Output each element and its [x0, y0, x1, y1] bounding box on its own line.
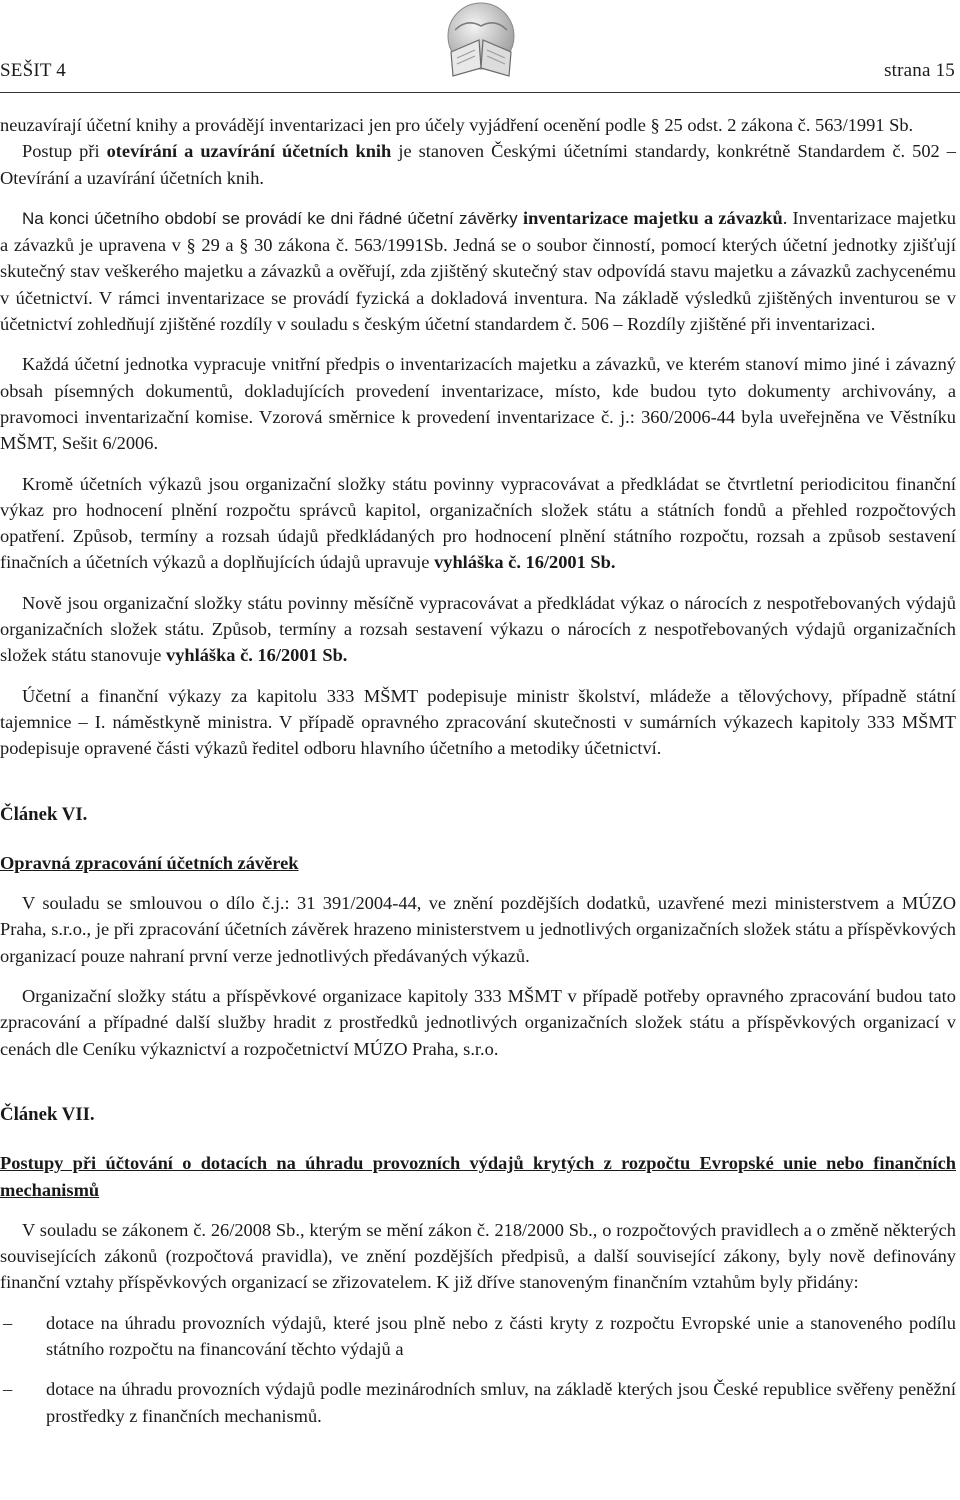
book-globe-logo-icon	[437, 0, 523, 78]
paragraph: Každá účetní jednotka vypracuje vnitřní předpis o inventarizacích majetku a závazků, ve kterém stanoví mimo jiné i závazný obsah písemných dokumentů, dokladujících provedení inventarizace, místo, kde budou tyto dokumenty archivovány, a pravomoci inventarizační komise. Vzorová směrnice k provedení inventarizace č. j.: 360/2006-44 byla uveřejněna ve Věstníku MŠMT, Sešit 6/2006.	[0, 354, 956, 454]
paragraph: neuzavírají účetní knihy a provádějí inventarizaci jen pro účely vyjádření ocenění podle § 25 odst. 2 zákona č. 563/1991 Sb.	[0, 115, 914, 135]
article-heading: Článek VI.	[0, 803, 88, 825]
article-heading: Článek VII.	[0, 1103, 95, 1125]
page-number: strana 15	[884, 60, 955, 81]
paragraph: V souladu se zákonem č. 26/2008 Sb., kterým se mění zákon č. 218/2000 Sb., o rozpočtových pravidlech a o změně některých souvisejících zákonů (rozpočtová pravidla), ve znění pozdějších předpisů, a další související zákony, byly nově definovány finanční vztahy příspěvkových organizací se zřizovatelem. K již dříve stanoveným finančním vztahům byly přidány:	[0, 1219, 956, 1293]
list-item: – dotace na úhradu provozních výdajů podle mezinárodních smluv, na základě kterých jsou České republice svěřeny peněžní prostředky z finančních mechanismů.	[0, 1376, 956, 1429]
section-title: Postupy při účtování o dotacích na úhradu provozních výdajů krytých z rozpočtu Evropské unie nebo finančních mechanismů	[0, 1153, 956, 1200]
paragraph: Organizační složky státu a příspěvkové organizace kapitoly 333 MŠMT v případě potřeby opravného zpracování budou tato zpracování a případné další služby hradit z prostředků jednotlivých organizačních složek státu a příspěvkových organizací v cenách dle Ceníku výkaznictví a rozpočetnictví MÚZO Praha, s.r.o.	[0, 986, 956, 1059]
document-body	[0, 112, 956, 1429]
paragraph: V souladu se smlouvou o dílo č.j.: 31 391/2004-44, ve znění pozdějších dodatků, uzavřené mezi ministerstvem a MÚZO Praha, s.r.o., je při zpracování účetních závěrek hrazeno ministerstvem u jednotlivých organizačních složek státu a příspěvkových organizací pouze nahraní první verze jednotlivých předávaných výkazů.	[0, 893, 956, 966]
header-rule	[0, 92, 960, 93]
issue-label: SEŠIT 4	[0, 60, 66, 81]
section-title: Opravná zpracování účetních závěrek	[0, 852, 299, 873]
paragraph: Kromě účetních výkazů jsou organizační složky státu povinny vypracovávat a předkládat se čtvrtletní periodicitou finanční výkaz pro hodnocení plnění rozpočtu správců kapitol, organizačních složek státu a státních fondů a přehled rozpočtových opatření. Způsob, termíny a rozsah údajů předkládaných pro hodnocení plnění státního rozpočtu, rozsah a způsob sestavení finačních a účetních výkazů a doplňujících údajů upravuje vyhláška č. 16/2001 Sb.	[0, 473, 956, 573]
dash-bullet: –	[3, 1312, 13, 1333]
paragraph: Nově jsou organizační složky státu povinny měsíčně vypracovávat a předkládat výkaz o nárocích z nespotřebovaných výdajů organizačních složek státu. Způsob, termíny a rozsah sestavení výkazu o nárocích z nespotřebovaných výdajů organizačních složek státu stanovuje vyhláška č. 16/2001 Sb.	[0, 592, 956, 666]
paragraph: Účetní a finanční výkazy za kapitolu 333 MŠMT podepisuje ministr školství, mládeže a tělovýchovy, případně státní tajemnice – I. náměstkyně ministra. V případě opravného zpracování skutečnosti v sumárních výkazech kapitoly 333 MŠMT podepisuje opravené části výkazů ředitel odboru hlavního účetního a metodiky účetnictví.	[0, 685, 956, 759]
dash-bullet: –	[3, 1379, 13, 1400]
list-item: – dotace na úhradu provozních výdajů, které jsou plně nebo z části kryty z rozpočtu Evropské unie a stanoveného podílu státního rozpočtu na financování těchto výdajů a	[0, 1310, 956, 1363]
paragraph: Postup při otevírání a uzavírání účetních knih je stanoven Českými účetními standardy, konkrétně Standardem č. 502 – Otevírání a uzavírání účetních knih.	[0, 141, 956, 188]
paragraph: Na konci účetního období se provádí ke dni řádné účetní závěrky inventarizace majetku a závazků. Inventarizace majetku a závazků je upravena v § 29 a § 30 zákona č. 563/1991Sb. Jedná se o soubor činností, pomocí kterých účetní jednotky zjišťují skutečný stav veškerého majetku a závazků a ověřují, zda zjištěný skutečný stav odpovídá stavu majetku a závazků zachycenému v účetnictví. V rámci inventarizace se provádí fyzická a dokladová inventura. Na základě výsledků zjištěných inventurou se v účetnictví zohledňují zjištěné rozdíly v souladu s českým účetní standardem č. 506 – Rozdíly zjištěné při inventarizaci.	[0, 207, 956, 335]
